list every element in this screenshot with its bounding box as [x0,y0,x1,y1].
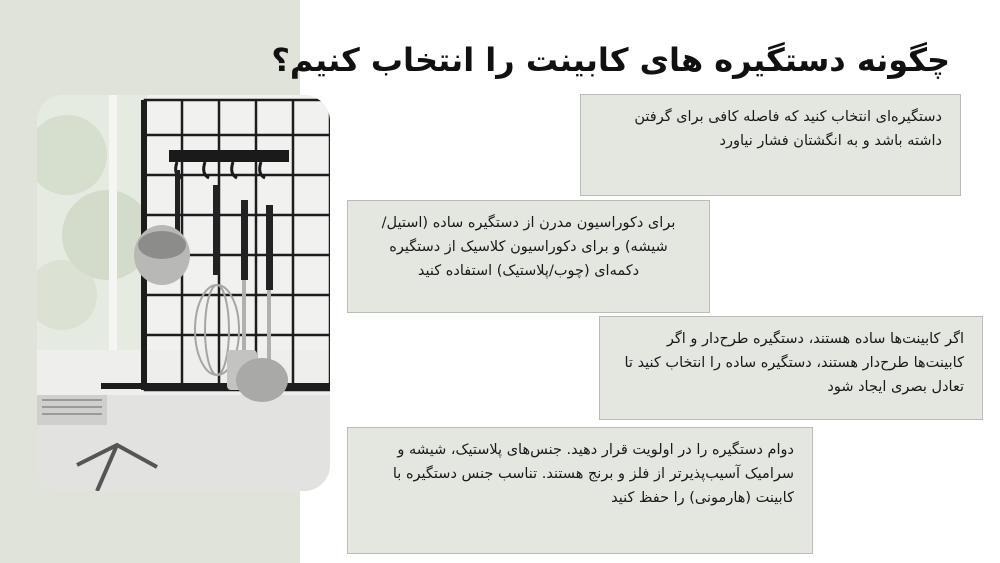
tip-text: دستگیره‌ای انتخاب کنید که فاصله کافی برای گرفتن داشته باشد و به انگشتان فشار نیاورد [634,109,942,149]
slide-title: چگونه دستگیره های کابینت را انتخاب کنیم؟ [271,41,950,79]
kitchen-utensils-photo [37,95,330,491]
tip-text: دوام دستگیره را در اولویت قرار دهید. جنس‌های پلاستیک، شیشه و سرامیک آسیب‌پذیرتر از فلز و برنج هستند. تناسب جنس دستگیره با کابینت (هارمونی) را حفظ کنید [392,442,794,506]
tip-text: اگر کابینت‌ها ساده هستند، دستگیره طرح‌دار و اگر کابینت‌ها طرح‌دار هستند، دستگیره ساده را انتخاب کنید تا تعادل بصری ایجاد شود [624,331,964,395]
tip-box-grip [580,94,961,196]
tip-text: برای دکوراسیون مدرن از دستگیره ساده (استیل/شیشه) و برای دکوراسیون کلاسیک از دستگیره دکمه‌ای (چوب/پلاستیک) استفاده کنید [381,215,676,279]
tip-box-decor-style [347,200,710,313]
tip-box-visual-balance [599,316,983,420]
tip-box-durability [347,427,813,554]
